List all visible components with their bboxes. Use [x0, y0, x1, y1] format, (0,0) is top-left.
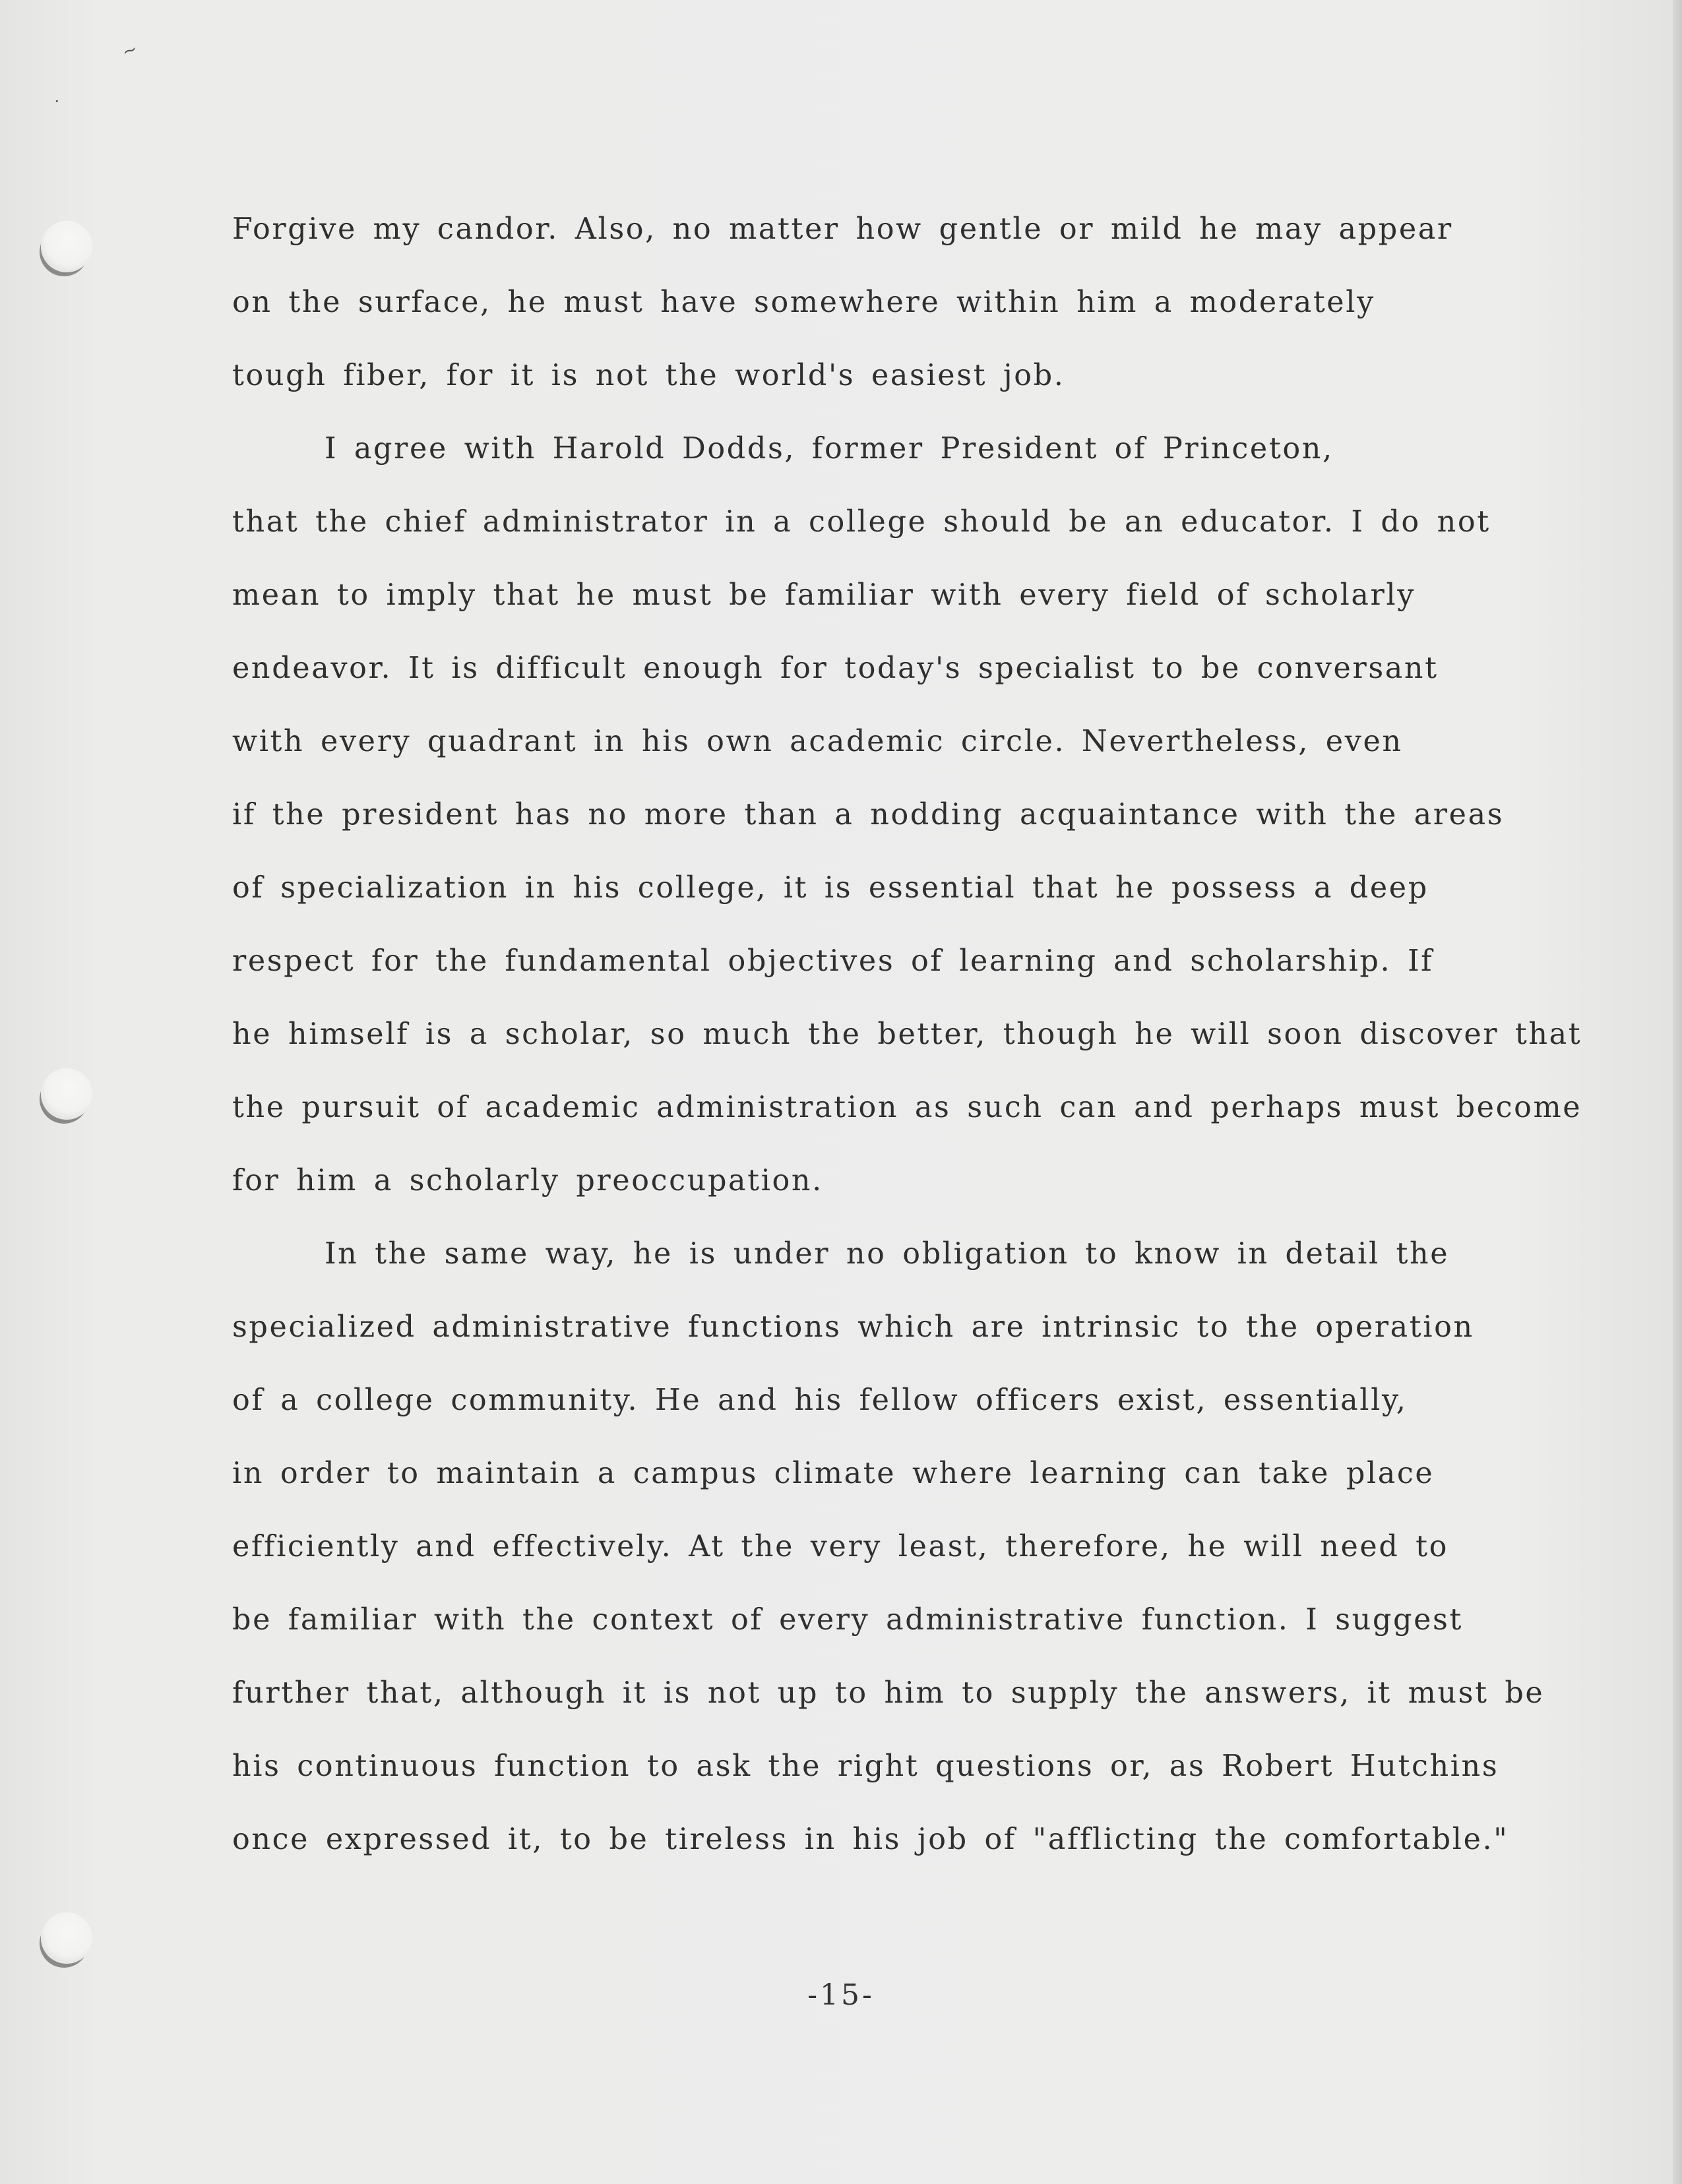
text-line: he himself is a scholar, so much the better, though he will soon discover that	[232, 1017, 1582, 1051]
punch-hole-top	[41, 221, 92, 272]
text-line: of specialization in his college, it is essential that he possess a deep	[232, 871, 1429, 905]
text-line: the pursuit of academic administration as such can and perhaps must become	[232, 1091, 1582, 1124]
page-number: -15-	[807, 1978, 875, 2012]
paragraph-start-line: In the same way, he is under no obligation to know in detail the	[325, 1237, 1450, 1271]
text-line: in order to maintain a campus climate where learning can take place	[232, 1457, 1435, 1490]
text-line: be familiar with the context of every administrative function. I suggest	[232, 1603, 1463, 1637]
text-line: mean to imply that he must be familiar with every field of scholarly	[232, 578, 1416, 612]
stray-mark: ·	[54, 92, 59, 111]
text-line: endeavor. It is difficult enough for today's specialist to be conversant	[232, 652, 1439, 685]
text-line: specialized administrative functions which are intrinsic to the operation	[232, 1310, 1474, 1344]
text-line: efficiently and effectively. At the very least, therefore, he will need to	[232, 1530, 1449, 1563]
text-line: his continuous function to ask the right questions or, as Robert Hutchins	[232, 1749, 1499, 1783]
punch-hole-bottom	[41, 1912, 92, 1964]
text-line: Forgive my candor. Also, no matter how gentle or mild he may appear	[232, 212, 1453, 246]
text-line: tough fiber, for it is not the world's easiest job.	[232, 359, 1065, 392]
text-line: for him a scholarly preoccupation.	[232, 1164, 823, 1198]
text-line: if the president has no more than a nodding acquaintance with the areas	[232, 798, 1505, 832]
text-line: that the chief administrator in a college should be an educator. I do not	[232, 505, 1491, 539]
text-line: on the surface, he must have somewhere within him a moderately	[232, 286, 1375, 319]
punch-hole-middle	[41, 1068, 92, 1120]
body-text	[232, 193, 1582, 1876]
page-edge	[1673, 0, 1682, 2184]
stray-mark: ~	[119, 39, 140, 63]
paragraph-start-line: I agree with Harold Dodds, former President of Princeton,	[325, 432, 1334, 466]
text-line: with every quadrant in his own academic circle. Nevertheless, even	[232, 725, 1403, 758]
text-line: respect for the fundamental objectives of learning and scholarship. If	[232, 944, 1434, 978]
text-line: further that, although it is not up to him to supply the answers, it must be	[232, 1676, 1545, 1710]
text-line: once expressed it, to be tireless in his job of "afflicting the comfortable."	[232, 1823, 1509, 1856]
text-line: of a college community. He and his fellow officers exist, essentially,	[232, 1383, 1408, 1417]
